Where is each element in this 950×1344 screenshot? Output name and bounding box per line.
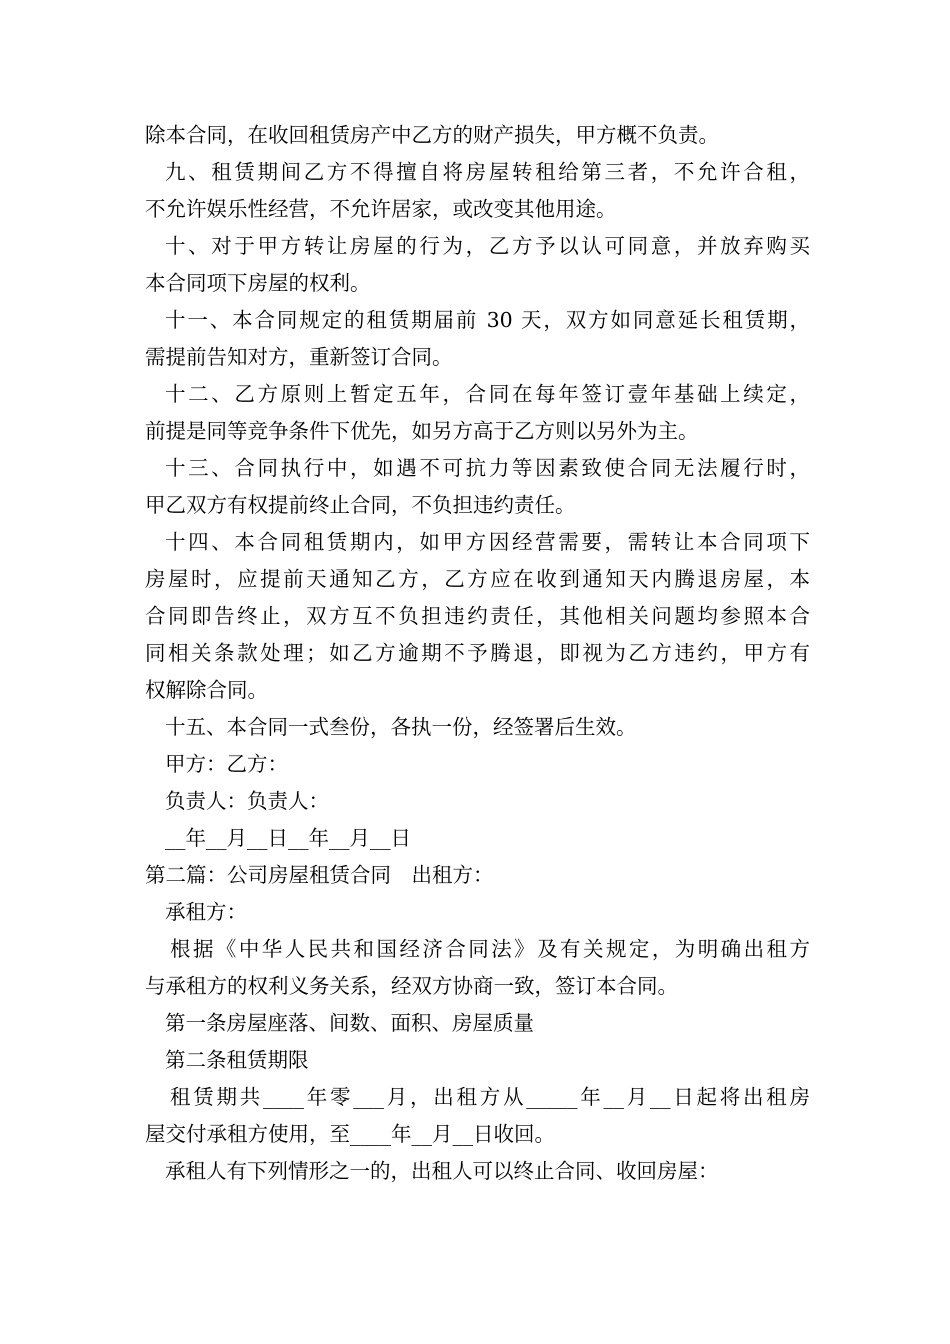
- document-body: [145, 117, 810, 1190]
- text-line: 十五、本合同一式叁份，各执一份，经签署后生效。: [165, 715, 637, 739]
- signature-date-line: __年__月__日__年__月__日: [165, 826, 411, 850]
- text-line: 租赁期共____年零___月，出租方从_____年__月__日起将出租房: [170, 1085, 810, 1109]
- text-line: 同相关条款处理；如乙方逾期不予腾退，即视为乙方违约，甲方有: [145, 641, 810, 665]
- text-line: 除本合同，在收回租赁房产中乙方的财产损失，甲方概不负责。: [145, 123, 719, 147]
- text-line: 合同即告终止，双方互不负担违约责任，其他相关问题均参照本合: [145, 604, 810, 628]
- text-line: 与承租方的权利义务关系，经双方协商一致，签订本合同。: [145, 974, 678, 998]
- text-line: 房屋时，应提前天通知乙方，乙方应在收到通知天内腾退房屋，本: [145, 567, 810, 591]
- text-line: 根据《中华人民共和国经济合同法》及有关规定，为明确出租方: [170, 937, 810, 961]
- text-line: 前提是同等竞争条件下优先，如另方高于乙方则以另外为主。: [145, 419, 699, 443]
- signature-responsible-line: 负责人：负责人：: [165, 789, 329, 813]
- text-line: 本合同项下房屋的权利。: [145, 271, 371, 295]
- article-heading: 第二条租赁期限: [165, 1048, 309, 1072]
- text-line: 承租人有下列情形之一的，出租人可以终止合同、收回房屋：: [165, 1159, 719, 1183]
- text-line: 屋交付承租方使用，至____年__月__日收回。: [145, 1122, 555, 1146]
- text-line: 权解除合同。: [145, 678, 268, 702]
- text-line: 不允许娱乐性经营，不允许居家，或改变其他用途。: [145, 197, 617, 221]
- text-line: 需提前告知对方，重新签订合同。: [145, 345, 453, 369]
- text-line: 十、对于甲方转让房屋的行为，乙方予以认可同意，并放弃购买: [165, 234, 810, 258]
- text-line: 九、租赁期间乙方不得擅自将房屋转租给第三者，不允许合租，: [165, 160, 810, 184]
- text-line: 十二、乙方原则上暂定五年，合同在每年签订壹年基础上续定，: [165, 382, 810, 406]
- text-line: 承租方：: [165, 900, 247, 924]
- text-line: 甲乙双方有权提前终止合同，不负担违约责任。: [145, 493, 576, 517]
- text-line: 十四、本合同租赁期内，如甲方因经营需要，需转让本合同项下: [165, 530, 810, 554]
- section-heading: 第二篇：公司房屋租赁合同 出租方：: [145, 863, 494, 887]
- text-line: 十三、合同执行中，如遇不可抗力等因素致使合同无法履行时，: [165, 456, 810, 480]
- text-line: 十一、本合同规定的租赁期届前 30 天，双方如同意延长租赁期，: [165, 308, 810, 332]
- signature-parties-line: 甲方：乙方：: [165, 752, 288, 776]
- article-heading: 第一条房屋座落、间数、面积、房屋质量: [165, 1011, 534, 1035]
